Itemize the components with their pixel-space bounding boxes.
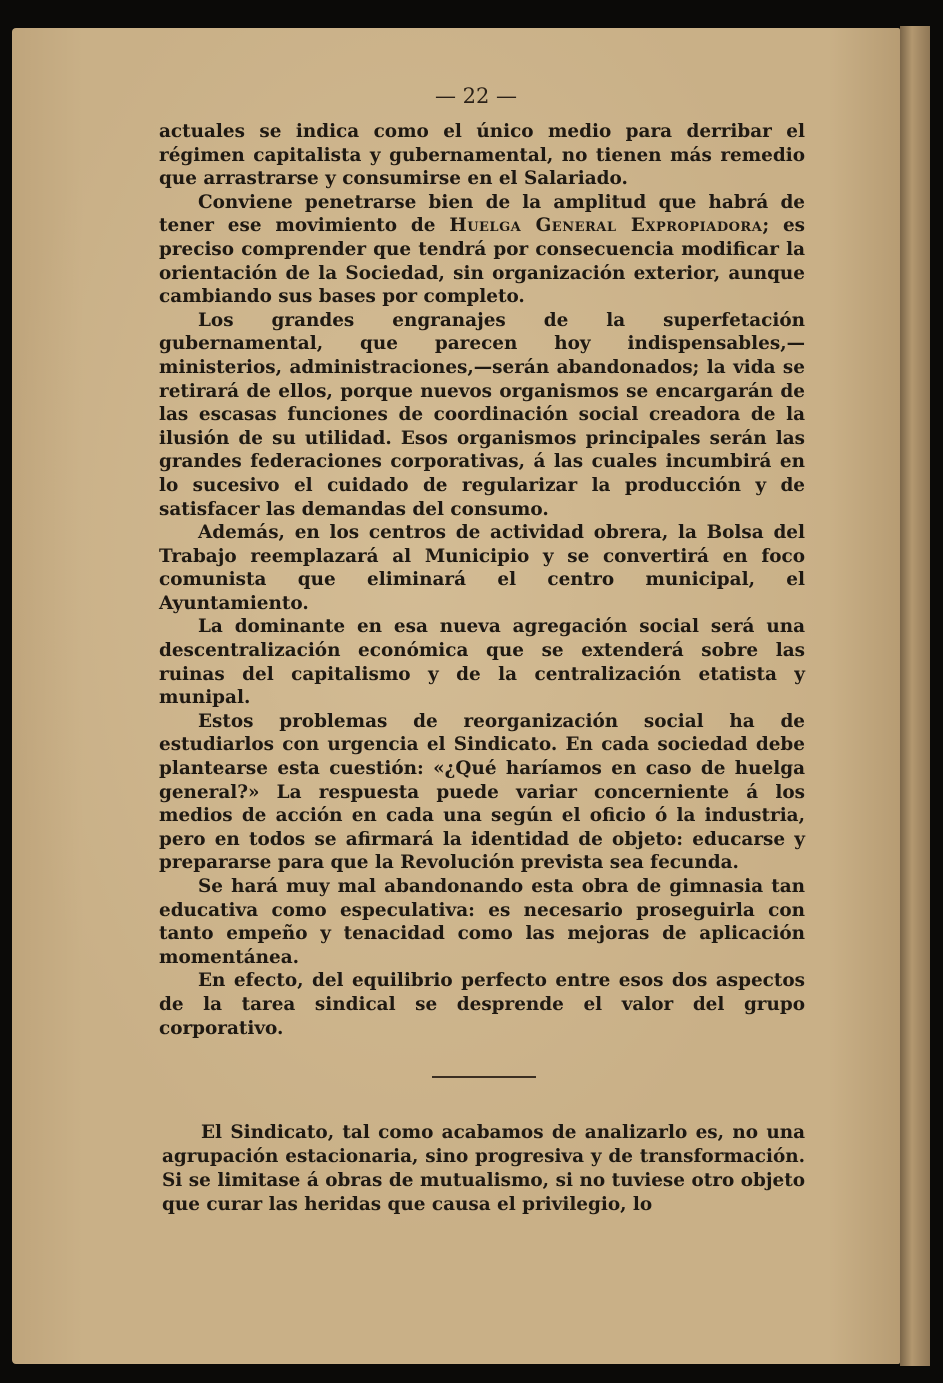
paragraph-text: Conviene penetrarse bien de la amplitud que habrá de tener ese movimiento de	[159, 191, 805, 237]
paragraph: Además, en los centros de actividad obrera, la Bolsa del Trabajo reemplazará al Municipio y se convertirá en foco comunista que eliminará el centro municipal, el Ayuntamiento.	[159, 522, 805, 614]
paragraph: En efecto, del equilibrio perfecto entre esos dos aspectos de la tarea sindical se desprende el valor del grupo corporativo.	[159, 970, 805, 1039]
adjacent-page-edge	[900, 26, 930, 1366]
paragraph: La dominante en esa nueva agregación social será una descentralización económica que se extenderá sobre las ruinas del capitalismo y de la centralización etatista y munipal.	[159, 616, 805, 709]
paragraph: Se hará muy mal abandonando esta obra de gimnasia tan educativa como especulativa: es necesario proseguirla con tanto empeño y tenacidad como las mejoras de aplicación momentánea.	[159, 876, 805, 968]
paragraph: Estos problemas de reorganización social ha de estudiarlos con urgencia el Sindicato. En cada sociedad debe plantearse esta cuestión: «¿Qué haríamos en caso de huelga general?» La respuesta puede variar concerniente á los medios de acción en cada una según el oficio ó la industria, pero en todos se afirmará la identidad de objeto: educarse y prepararse para que la Revolución prevista sea fecunda.	[159, 710, 805, 874]
paragraph	[159, 191, 805, 309]
section-text	[162, 1121, 805, 1217]
paragraph: El Sindicato, tal como acabamos de analizarlo es, no una agrupación estacionaria, sino progresiva y de transformación. Si se limitase á obras de mutualismo, si no tuviese otro objeto que curar las heridas que causa el privilegio, lo	[162, 1122, 805, 1215]
page-number: — 22 —	[434, 84, 518, 108]
small-caps-term: Huelga General Expropiadora	[449, 215, 763, 237]
section-divider	[432, 1076, 536, 1078]
main-text	[159, 120, 805, 1040]
paragraph: actuales se indica como el único medio para derribar el régimen capitalista y gubernamental, no tienen más remedio que arrastrarse y consumirse en el Salariado.	[159, 121, 805, 190]
paragraph-text: ; es preciso comprender que tendrá por consecuencia modificar la orientación de la Sociedad, sin organización exterior, aunque cambiando sus bases por completo.	[159, 215, 806, 308]
paragraph: Los grandes engranajes de la superfetación gubernamental, que parecen hoy indispensables,—ministerios, administraciones,—serán abandonados; la vida se retirará de ellos, porque nuevos organismos se encargarán de las escasas funciones de coordinación social creadora de la ilusión de su utilidad. Esos organismos principales serán las grandes federaciones corporativas, á las cuales incumbirá en lo sucesivo el cuidado de regularizar la producción y de satisfacer las demandas del consumo.	[159, 309, 805, 520]
